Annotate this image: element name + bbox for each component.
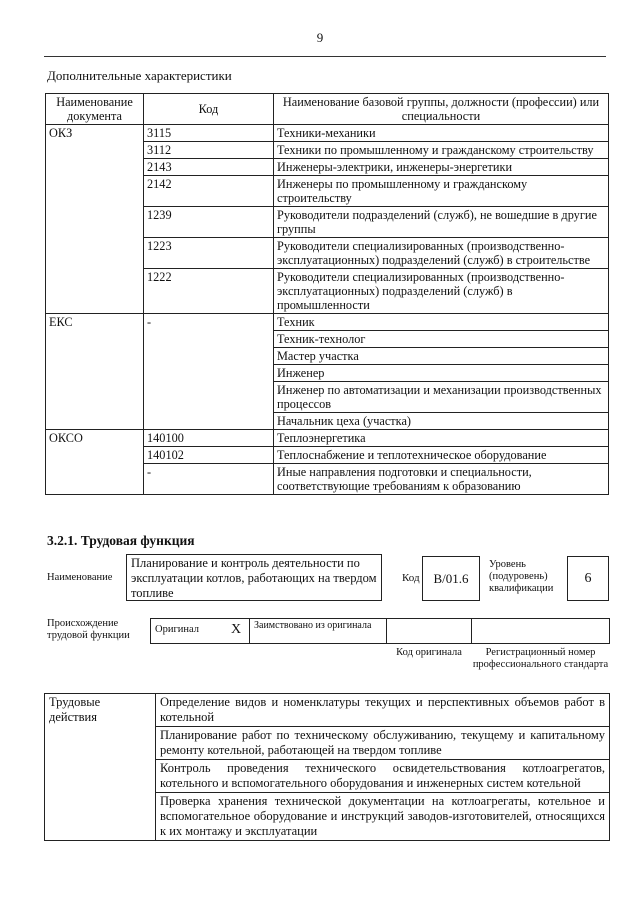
table-row [46, 159, 609, 176]
cell-name: Инженеры по промышленному и гражданскому строительству [274, 176, 609, 207]
header-doc: Наименование документа [46, 94, 144, 125]
labor-action-item: Проверка хранения технической документации на котлоагрегаты, котельное и вспомогательное оборудование и инструкций заводов-изготовителей, относящихся к их монтажу и эксплуатации [156, 793, 610, 841]
reg-number-cell [471, 618, 610, 644]
cell-name: Техник-технолог [274, 331, 609, 348]
cell-doc [46, 159, 144, 176]
labor-actions-label: Трудовые действия [45, 694, 156, 841]
original-cell [150, 618, 250, 644]
table-row [46, 176, 609, 207]
cell-doc [46, 348, 144, 365]
cell-doc: ОКЗ [46, 125, 144, 142]
origin-label: Происхождение трудовой функции [47, 618, 130, 641]
code-original-cell [386, 618, 472, 644]
labor-action-item: Определение видов и номенклатуры текущих и перспективных объемов работ в котельной [156, 694, 610, 727]
cell-code [144, 365, 274, 382]
cell-doc [46, 238, 144, 269]
code-label: Код [402, 572, 420, 584]
cell-code [144, 331, 274, 348]
cell-code: - [144, 464, 274, 495]
cell-doc [46, 207, 144, 238]
cell-code: 3115 [144, 125, 274, 142]
cell-doc [46, 413, 144, 430]
table-row [46, 269, 609, 314]
cell-name: Инженер [274, 365, 609, 382]
header-divider [44, 56, 606, 57]
cell-doc [46, 365, 144, 382]
qualification-level-box: 6 [567, 556, 609, 601]
cell-name: Инженер по автоматизации и механизации производственных процессов [274, 382, 609, 413]
cell-code: - [144, 314, 274, 331]
cell-name: Руководители специализированных (производственно-эксплуатационных) подразделений (служб) в строительстве [274, 238, 609, 269]
cell-code: 1239 [144, 207, 274, 238]
labor-function-title: 3.2.1. Трудовая функция [47, 533, 195, 548]
page-number: 9 [316, 30, 324, 45]
cell-code: 2143 [144, 159, 274, 176]
cell-code: 140102 [144, 447, 274, 464]
header-name: Наименование базовой группы, должности (профессии) или специальности [274, 94, 609, 125]
cell-doc [46, 331, 144, 348]
cell-code [144, 382, 274, 413]
cell-name: Мастер участка [274, 348, 609, 365]
cell-name: Инженеры-электрики, инженеры-энергетики [274, 159, 609, 176]
cell-doc [46, 176, 144, 207]
header-code: Код [144, 94, 274, 125]
borrowed-cell: Заимствовано из оригинала [249, 618, 387, 644]
characteristics-table [45, 93, 609, 495]
function-code-box: В/01.6 [422, 556, 480, 601]
cell-name: Техники-механики [274, 125, 609, 142]
table-row [46, 125, 609, 142]
cell-name: Теплоснабжение и теплотехническое оборудование [274, 447, 609, 464]
cell-doc [46, 382, 144, 413]
table-row [46, 365, 609, 382]
reg-number-label: Регистрационный номер профессионального стандарта [472, 647, 609, 670]
table-row [46, 331, 609, 348]
table-row [46, 464, 609, 495]
name-label: Наименование [47, 572, 113, 583]
cell-name: Теплоэнергетика [274, 430, 609, 447]
table-row [46, 413, 609, 430]
cell-doc [46, 269, 144, 314]
cell-name: Иные направления подготовки и специальности, соответствующие требованиям к образованию [274, 464, 609, 495]
cell-code [144, 348, 274, 365]
cell-code: 140100 [144, 430, 274, 447]
cell-name: Руководители специализированных (производственно-эксплуатационных) подразделений (служб) в промышленности [274, 269, 609, 314]
cell-code: 1223 [144, 238, 274, 269]
cell-doc [46, 447, 144, 464]
cell-doc: ЕКС [46, 314, 144, 331]
origin-row [150, 618, 610, 644]
section-subheading: Дополнительные характеристики [47, 68, 232, 83]
cell-doc: ОКСО [46, 430, 144, 447]
cell-name: Начальник цеха (участка) [274, 413, 609, 430]
cell-code: 3112 [144, 142, 274, 159]
function-name-box: Планирование и контроль деятельности по эксплуатации котлов, работающих на твердом топливе [126, 554, 382, 601]
labor-actions-table [44, 693, 610, 841]
table-row [46, 382, 609, 413]
cell-doc [46, 464, 144, 495]
labor-action-item: Планирование работ по техническому обслуживанию, текущему и капитальному ремонту котельной, работающей на твердом топливе [156, 727, 610, 760]
table-row [46, 142, 609, 159]
original-label: Оригинал [155, 624, 199, 635]
cell-code: 1222 [144, 269, 274, 314]
table-row [46, 430, 609, 447]
table-row [46, 314, 609, 331]
table-row [46, 238, 609, 269]
level-label: Уровень (подуровень) квалификации [489, 559, 554, 594]
table-row [46, 348, 609, 365]
table-row [45, 694, 610, 727]
cell-code [144, 413, 274, 430]
code-original-label: Код оригинала [396, 647, 462, 658]
cell-doc [46, 142, 144, 159]
original-mark: X [231, 622, 242, 637]
labor-action-item: Контроль проведения технического освидетельствования котлоагрегатов, котельного и вспомогательного оборудования и инженерных систем котельной [156, 760, 610, 793]
cell-code: 2142 [144, 176, 274, 207]
cell-name: Техники по промышленному и гражданскому строительству [274, 142, 609, 159]
table-row [46, 207, 609, 238]
cell-name: Техник [274, 314, 609, 331]
table-header-row [46, 94, 609, 125]
table-row [46, 447, 609, 464]
cell-name: Руководители подразделений (служб), не вошедшие в другие группы [274, 207, 609, 238]
